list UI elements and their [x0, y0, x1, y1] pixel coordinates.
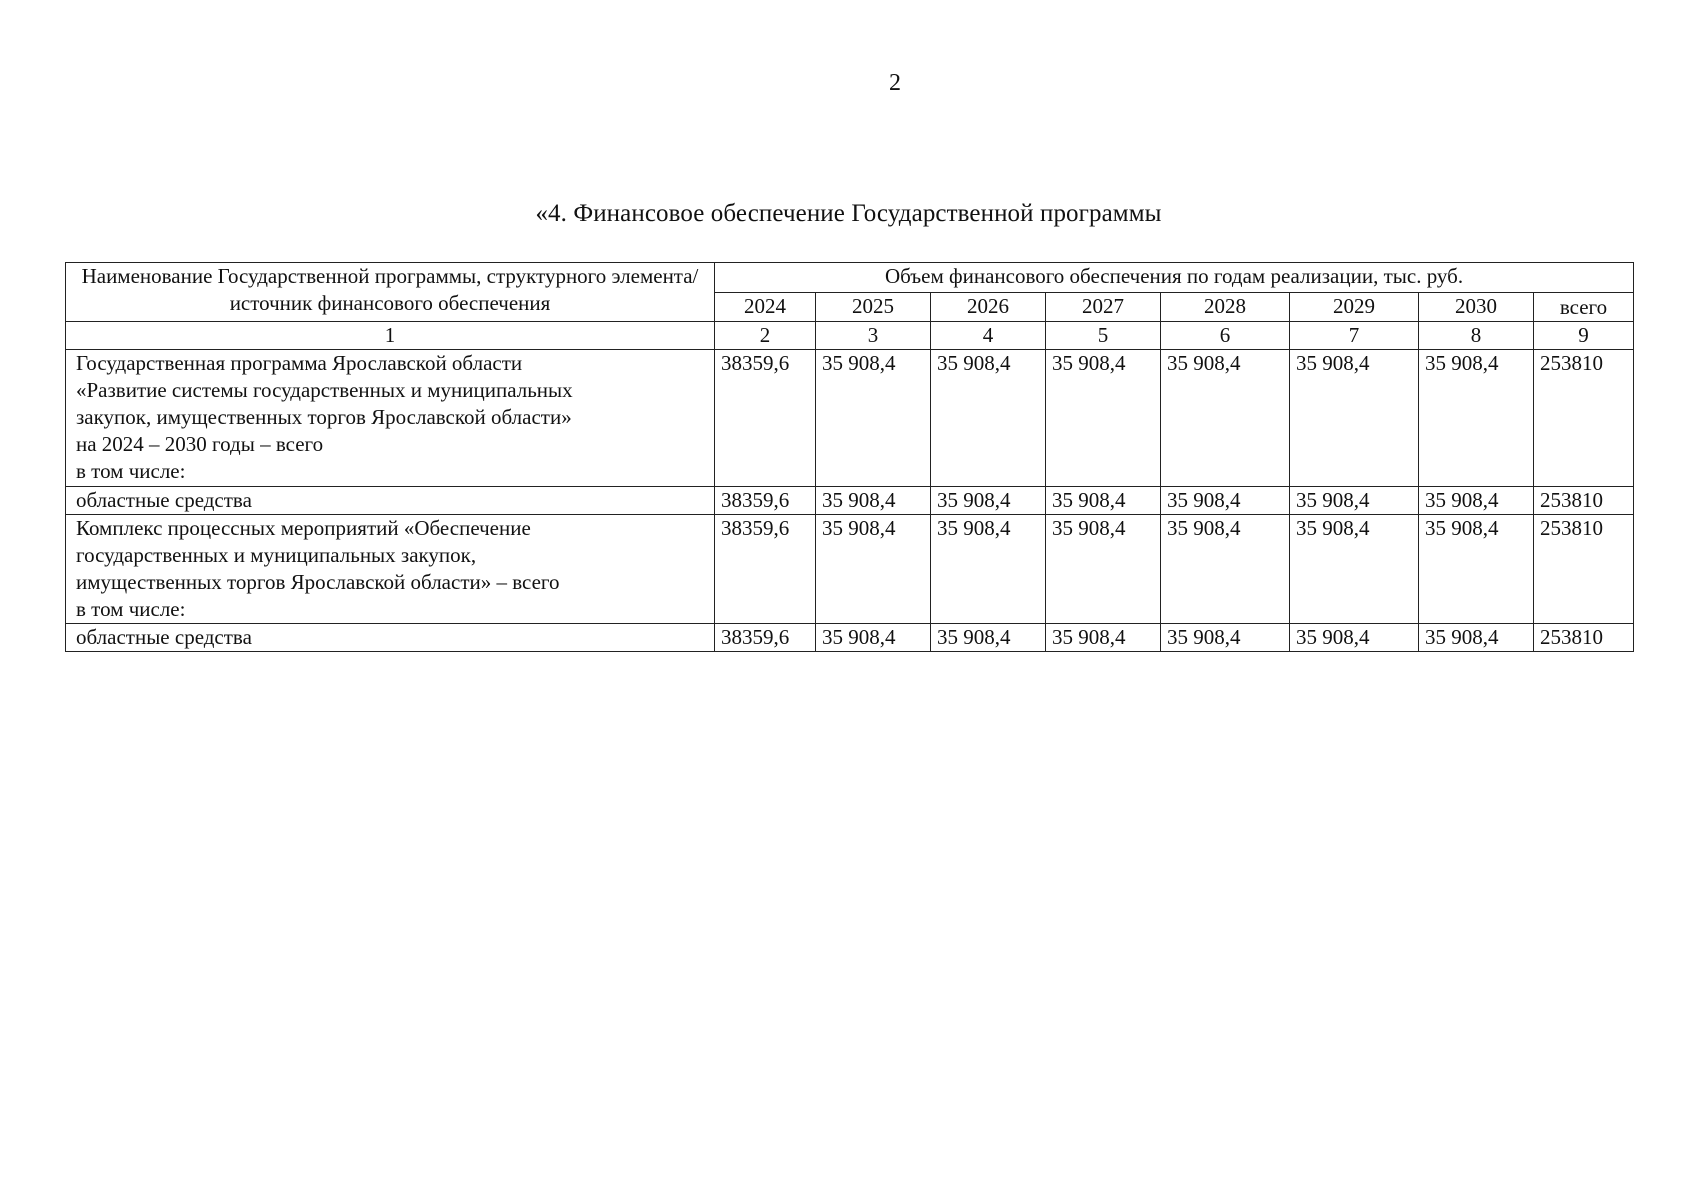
- value-cell: 35 908,4: [1161, 624, 1290, 652]
- row-name-line: Комплекс процессных мероприятий «Обеспечение: [76, 516, 531, 540]
- value-cell: 35 908,4: [931, 624, 1046, 652]
- value-cell: 35 908,4: [931, 515, 1046, 624]
- header-year: 2029: [1290, 292, 1419, 322]
- value-cell: 35 908,4: [1046, 350, 1161, 487]
- value-cell: 35 908,4: [1290, 515, 1419, 624]
- value-cell: 38359,6: [715, 515, 816, 624]
- row-name-line: на 2024 – 2030 годы – всего: [76, 432, 324, 456]
- header-year: 2025: [816, 292, 931, 322]
- value-cell: 35 908,4: [1161, 515, 1290, 624]
- header-year: 2027: [1046, 292, 1161, 322]
- column-number: 8: [1419, 322, 1534, 350]
- value-cell: 35 908,4: [1290, 487, 1419, 515]
- table-row-program: [66, 350, 1634, 487]
- section-title: «4. Финансовое обеспечение Государственной программы: [535, 200, 1162, 227]
- value-cell: 35 908,4: [1046, 515, 1161, 624]
- row-name-line: государственных и муниципальных закупок,: [76, 543, 477, 567]
- table-row-regional-funds: [66, 487, 1634, 515]
- row-name-line: в том числе:: [76, 597, 186, 621]
- value-cell: 35 908,4: [1046, 624, 1161, 652]
- row-name: областные средства: [66, 624, 715, 652]
- column-number: 4: [931, 322, 1046, 350]
- value-cell: 35 908,4: [931, 487, 1046, 515]
- financing-table: [65, 262, 1634, 652]
- row-name: [66, 350, 715, 487]
- column-number: 1: [66, 322, 715, 350]
- value-cell: 38359,6: [715, 350, 816, 487]
- table-row-regional-funds: [66, 624, 1634, 652]
- column-number-row: [66, 322, 1634, 350]
- row-name-line: «Развитие системы государственных и муниципальных: [76, 378, 573, 402]
- row-name-line: имущественных торгов Ярославской области» – всего: [76, 570, 560, 594]
- column-number: 3: [816, 322, 931, 350]
- value-cell: 35 908,4: [816, 515, 931, 624]
- header-total: всего: [1534, 292, 1634, 322]
- header-name-cell: Наименование Государственной программы, структурного элемента/ источник финансового обеспечения: [66, 263, 715, 322]
- row-name-line: Государственная программа Ярославской области: [76, 351, 523, 375]
- column-number: 7: [1290, 322, 1419, 350]
- column-number: 9: [1534, 322, 1634, 350]
- row-name-line: закупок, имущественных торгов Ярославской области»: [76, 405, 572, 429]
- table-row-process-complex: [66, 515, 1634, 624]
- value-cell: 35 908,4: [1161, 350, 1290, 487]
- row-name: областные средства: [66, 487, 715, 515]
- value-cell: 253810: [1534, 487, 1634, 515]
- value-cell: 35 908,4: [816, 350, 931, 487]
- value-cell: 38359,6: [715, 487, 816, 515]
- value-cell: 35 908,4: [1046, 487, 1161, 515]
- value-cell: 35 908,4: [816, 487, 931, 515]
- value-cell: 253810: [1534, 350, 1634, 487]
- row-name: [66, 515, 715, 624]
- header-year: 2026: [931, 292, 1046, 322]
- value-cell: 35 908,4: [1419, 515, 1534, 624]
- value-cell: 35 908,4: [1419, 350, 1534, 487]
- value-cell: 35 908,4: [931, 350, 1046, 487]
- header-year: 2030: [1419, 292, 1534, 322]
- value-cell: 35 908,4: [1419, 624, 1534, 652]
- page-number: 2: [889, 70, 901, 96]
- row-name-line: в том числе:: [76, 459, 186, 483]
- value-cell: 35 908,4: [816, 624, 931, 652]
- column-number: 2: [715, 322, 816, 350]
- column-number: 5: [1046, 322, 1161, 350]
- value-cell: 35 908,4: [1290, 350, 1419, 487]
- value-cell: 35 908,4: [1290, 624, 1419, 652]
- header-row-1: [66, 263, 1634, 293]
- value-cell: 253810: [1534, 624, 1634, 652]
- value-cell: 35 908,4: [1419, 487, 1534, 515]
- value-cell: 35 908,4: [1161, 487, 1290, 515]
- value-cell: 253810: [1534, 515, 1634, 624]
- value-cell: 38359,6: [715, 624, 816, 652]
- column-number: 6: [1161, 322, 1290, 350]
- header-volume-cell: Объем финансового обеспечения по годам реализации, тыс. руб.: [715, 263, 1634, 293]
- header-year: 2028: [1161, 292, 1290, 322]
- header-year: 2024: [715, 292, 816, 322]
